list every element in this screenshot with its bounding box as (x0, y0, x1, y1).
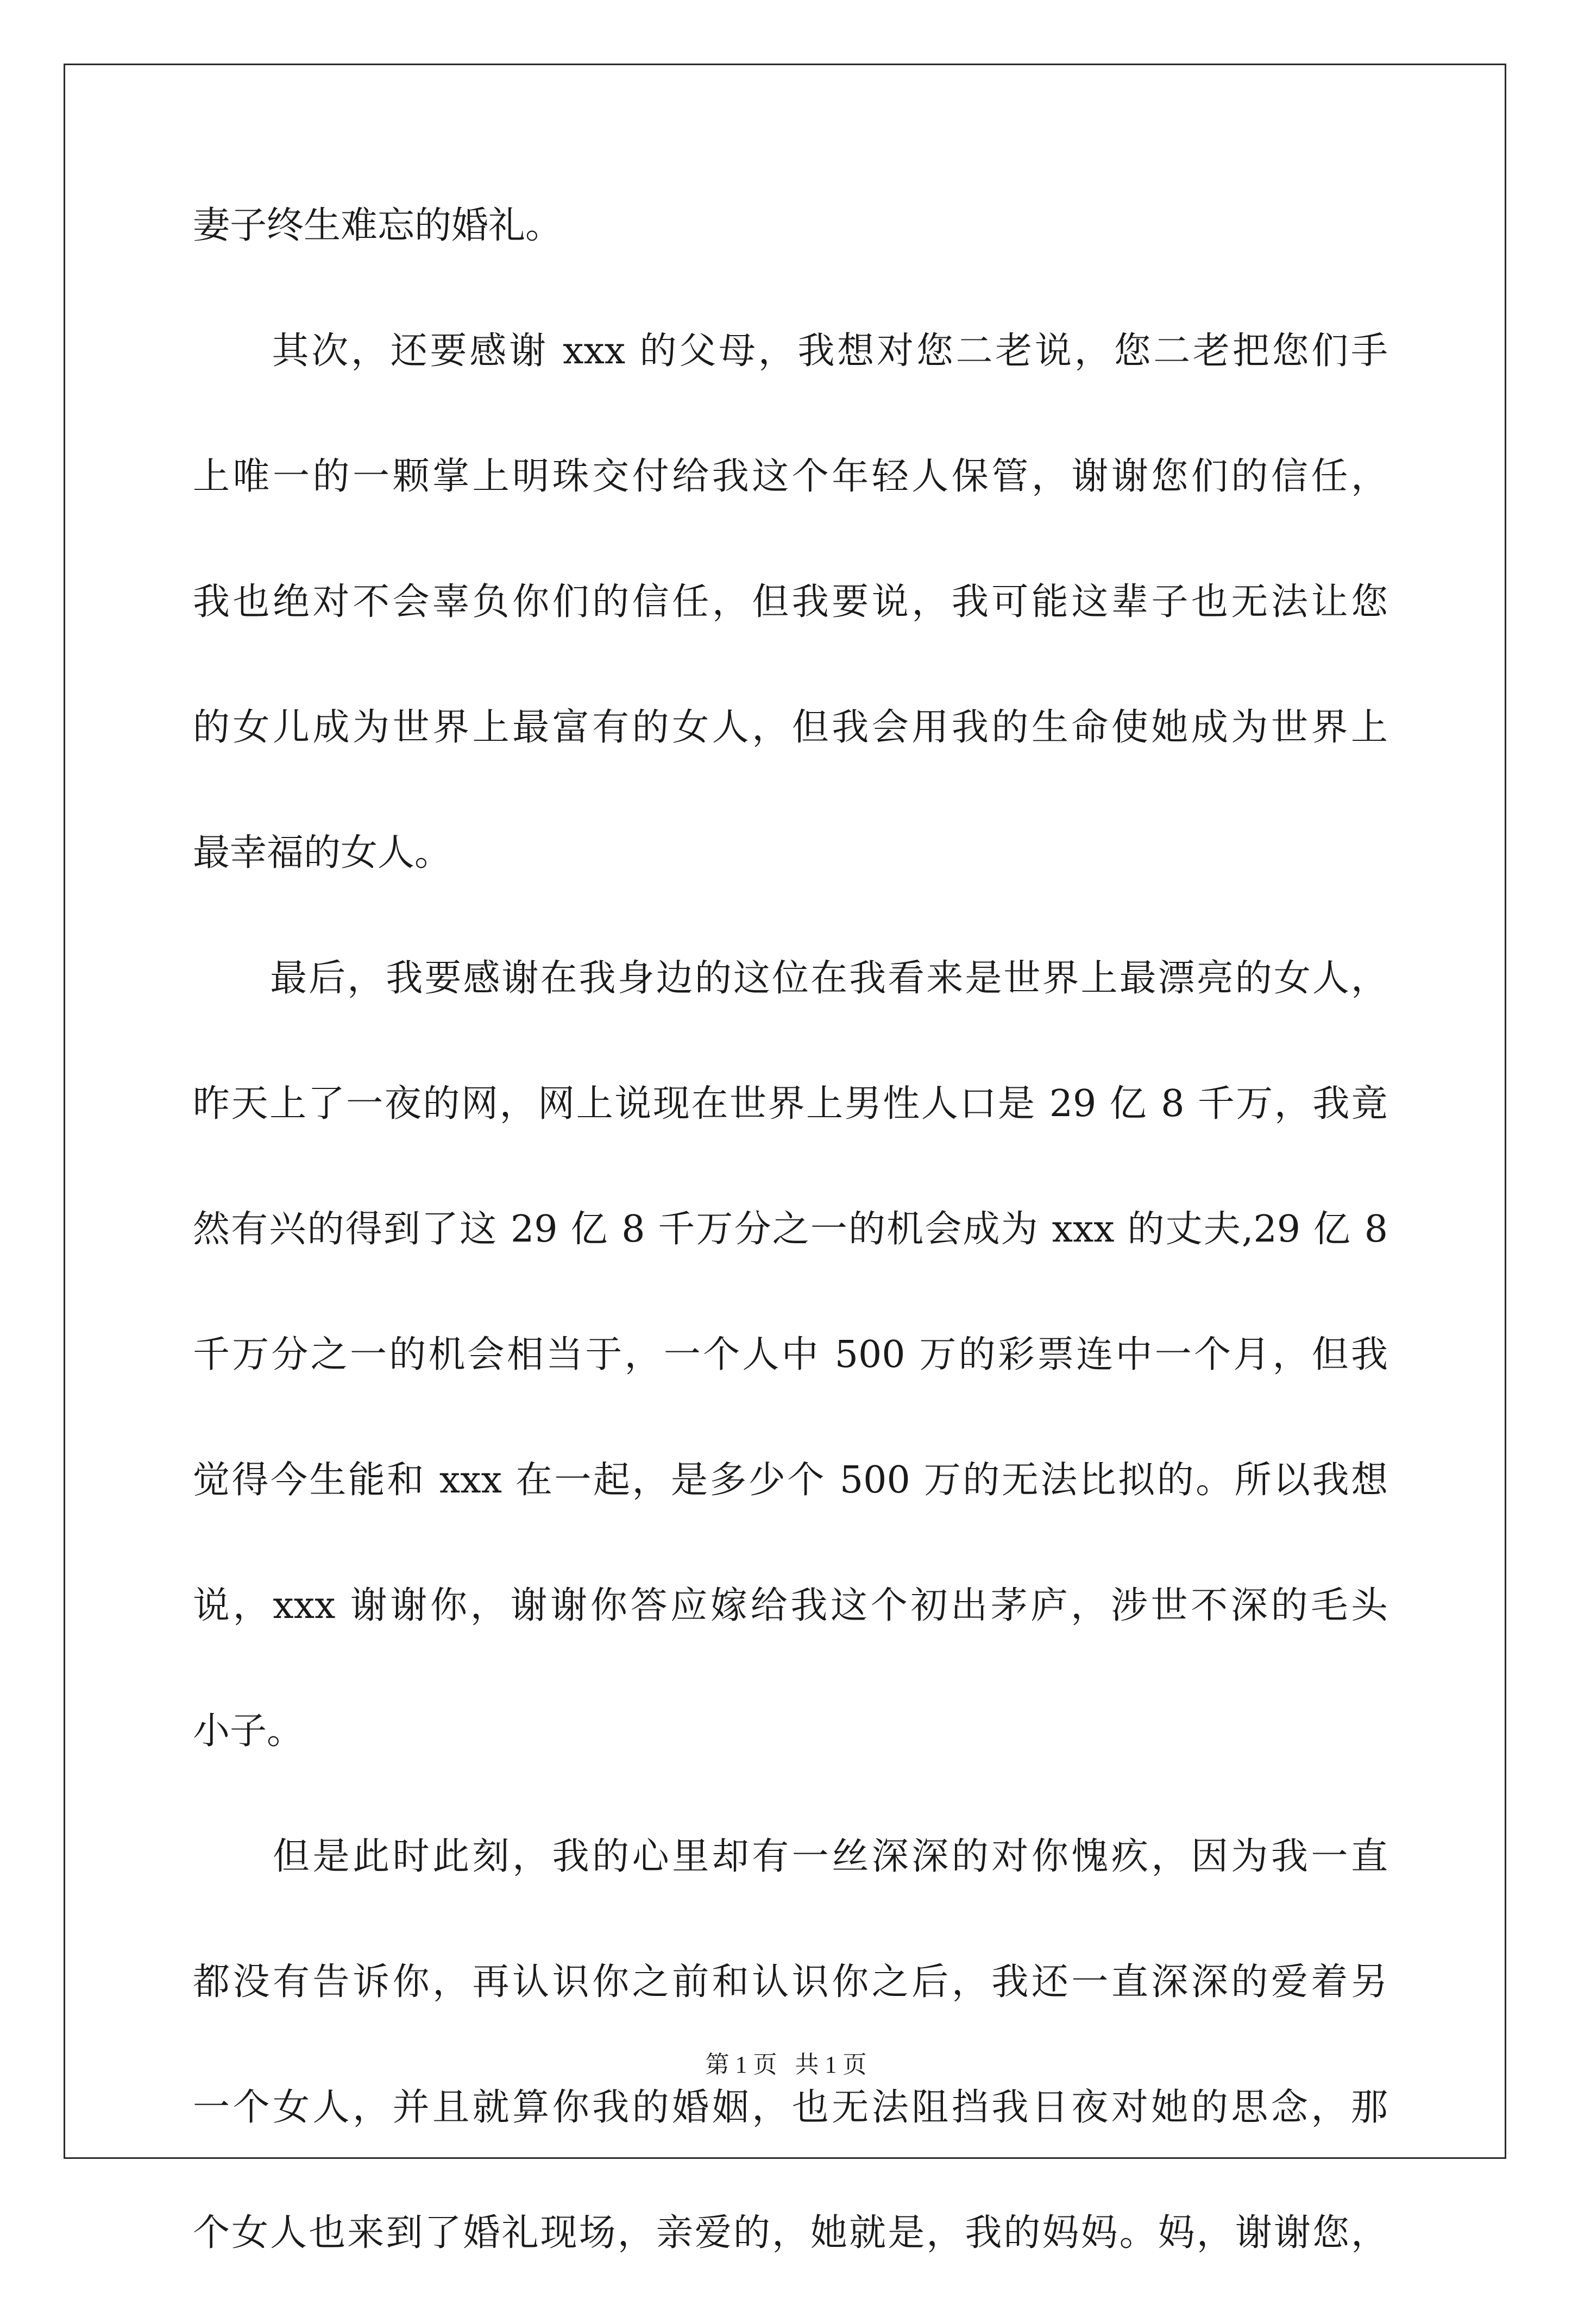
page-number-current: 第 1 页 (705, 2051, 777, 2078)
text-line: 最幸福的女人。 (193, 832, 452, 874)
text-line: 妻子终生难忘的婚礼。 (193, 204, 563, 247)
text-line: 我也绝对不会辜负你们的信任，但我要说，我可能这辈子也无法让您 (193, 581, 1388, 623)
text-line: 说，xxx 谢谢你，谢谢你答应嫁给我这个初出茅庐，涉世不深的毛头 (193, 1584, 1388, 1627)
text-line: 小子。 (193, 1710, 304, 1753)
text-line: 然有兴的得到了这 29 亿 8 千万分之一的机会成为 xxx 的丈夫,29 亿 8 (193, 1208, 1388, 1251)
text-line: 千万分之一的机会相当于，一个人中 500 万的彩票连中一个月，但我 (193, 1333, 1388, 1376)
text-line: 最后，我要感谢在我身边的这位在我看来是世界上最漂亮的女人， (193, 957, 1388, 1000)
text-line: 上唯一的一颗掌上明珠交付给我这个年轻人保管，谢谢您们的信任， (193, 455, 1388, 498)
text-line: 但是此时此刻，我的心里却有一丝深深的对你愧疚，因为我一直 (193, 1835, 1388, 1878)
text-line: 的女儿成为世界上最富有的女人，但我会用我的生命使她成为世界上 (193, 706, 1388, 749)
text-line: 其次，还要感谢 xxx 的父母，我想对您二老说，您二老把您们手 (193, 330, 1388, 373)
text-line: 一个女人，并且就算你我的婚姻，也无法阻挡我日夜对她的思念，那 (193, 2086, 1388, 2129)
text-line: 觉得今生能和 xxx 在一起，是多少个 500 万的无法比拟的。所以我想 (193, 1459, 1388, 1502)
page-number-total: 共 1 页 (795, 2051, 867, 2078)
page-footer (0, 2049, 1572, 2081)
text-line: 个女人也来到了婚礼现场，亲爱的，她就是，我的妈妈。妈，谢谢您， (193, 2212, 1388, 2254)
text-line: 昨天上了一夜的网，网上说现在世界上男性人口是 29 亿 8 千万，我竟 (193, 1082, 1388, 1125)
document-body (193, 191, 1388, 2324)
text-line: 都没有告诉你，再认识你之前和认识你之后，我还一直深深的爱着另 (193, 1961, 1388, 2004)
